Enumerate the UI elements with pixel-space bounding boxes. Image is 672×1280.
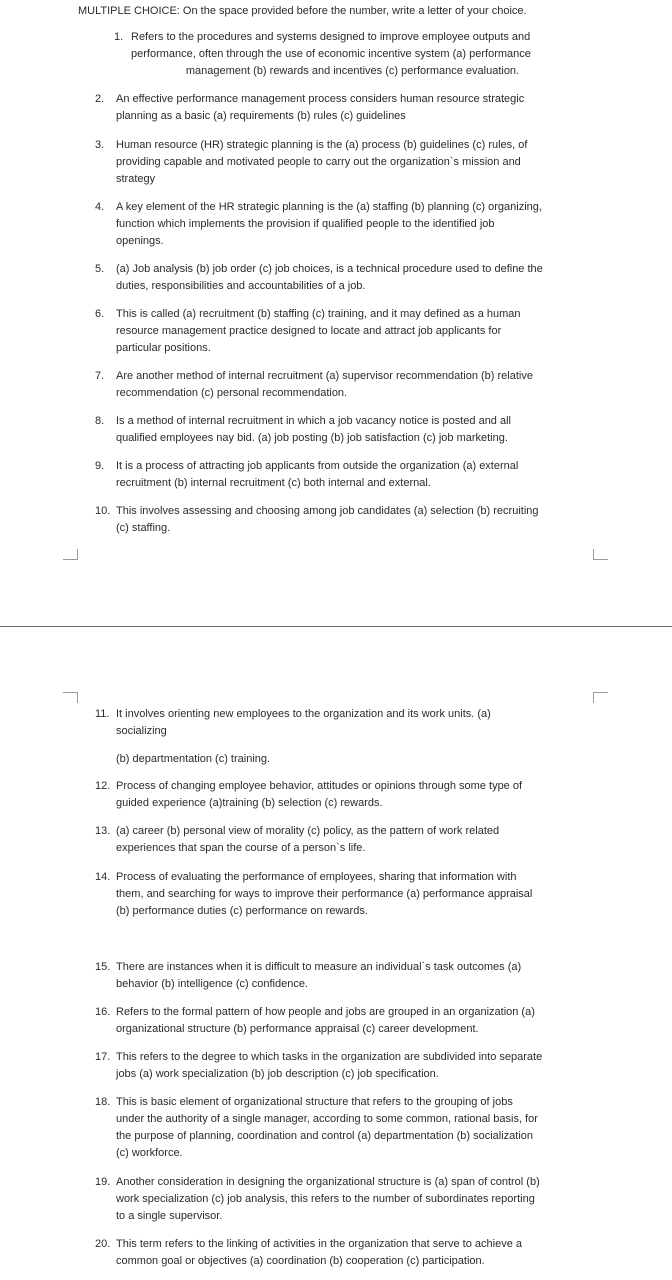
question-item [95,706,595,740]
question-item [95,458,595,492]
page-corner-mark [63,549,78,560]
question-text-line: Human resource (HR) strategic planning is the (a) process (b) guidelines (c) rules, of [116,139,528,151]
question-text-line: (c) staffing. [116,522,171,534]
question-text-line: It involves orienting new employees to the organization and its work units. (a) [116,708,491,720]
question-item [95,1094,595,1162]
question-text-line: Process of evaluating the performance of employees, sharing that information with [116,871,517,883]
question-number: 5. [95,263,105,275]
question-text-line: recommendation (c) personal recommendation. [116,387,348,399]
question-text-line: (a) career (b) personal view of morality (c) policy, as the pattern of work related [116,825,500,837]
question-number: 7. [95,370,105,382]
question-text-line: behavior (b) intelligence (c) confidence. [116,978,308,990]
question-number: 1. [114,31,124,43]
question-item [95,778,595,812]
question-item [95,959,595,993]
question-text-line: Is a method of internal recruitment in which a job vacancy notice is posted and all [116,415,511,427]
question-number: 3. [95,139,105,151]
question-number: 17. [95,1051,111,1063]
question-number: 11. [95,708,110,720]
question-text-line: work specialization (c) job analysis, this refers to the number of subordinates reporting [116,1193,535,1205]
question-text-line: Refers to the formal pattern of how people and jobs are grouped in an organization (a) [116,1006,535,1018]
question-text-line: under the authority of a single manager, according to some common, rational basis, for [116,1113,538,1125]
question-item [95,823,595,857]
question-number: 12. [95,780,111,792]
question-item [95,1004,595,1038]
question-text-line: An effective performance management process considers human resource strategic [116,93,525,105]
question-item [95,751,595,768]
page-corner-mark [593,549,608,560]
question-number: 6. [95,308,105,320]
question-text-line: recruitment (b) internal recruitment (c) both internal and external. [116,477,431,489]
question-text-line: guided experience (a)training (b) selection (c) rewards. [116,797,383,809]
page-corner-mark [593,692,608,703]
question-item [95,869,595,920]
question-text-line: planning as a basic (a) requirements (b) rules (c) guidelines [116,110,406,122]
question-text-line: openings. [116,235,164,247]
question-item [95,137,595,188]
question-item [95,1236,595,1270]
question-number: 2. [95,93,105,105]
question-text-line: There are instances when it is difficult to measure an individual`s task outcomes (a) [116,961,522,973]
instruction-heading: MULTIPLE CHOICE: On the space provided before the number, write a letter of your choice. [78,5,527,17]
question-text-line: resource management practice designed to locate and attract job applicants for [116,325,502,337]
question-text-line: duties, responsibilities and accountabilities of a job. [116,280,366,292]
question-text-line: experiences that span the course of a person`s life. [116,842,366,854]
question-text-line: This is called (a) recruitment (b) staffing (c) training, and it may defined as a human [116,308,521,320]
question-number: 8. [95,415,105,427]
question-number: 14. [95,871,111,883]
question-item [95,306,595,357]
question-text-line: (b) departmentation (c) training. [116,753,271,765]
question-number: 15. [95,961,111,973]
page-corner-mark [63,692,78,703]
question-number: 16. [95,1006,111,1018]
question-item [95,1174,595,1225]
question-text-line: them, and searching for ways to improve their performance (a) performance appraisal [116,888,533,900]
question-text-line: A key element of the HR strategic planning is the (a) staffing (b) planning (c) organizing, [116,201,542,213]
question-text-line: Are another method of internal recruitment (a) supervisor recommendation (b) relative [116,370,533,382]
question-text-line: organizational structure (b) performance appraisal (c) career development. [116,1023,479,1035]
question-item [114,29,594,80]
question-number: 18. [95,1096,111,1108]
question-text-line: providing capable and motivated people to carry out the organization`s mission and [116,156,521,168]
question-item [95,368,595,402]
page-divider [0,626,672,627]
question-text-line: function which implements the provision if qualified people to the identified job [116,218,495,230]
question-text-line: It is a process of attracting job applicants from outside the organization (a) external [116,460,519,472]
question-item [95,503,595,537]
question-item [95,1049,595,1083]
question-text-line: strategy [116,173,156,185]
question-number: 9. [95,460,105,472]
question-item [95,199,595,250]
question-number: 4. [95,201,105,213]
question-text-line: (a) Job analysis (b) job order (c) job choices, is a technical procedure used to define the [116,263,543,275]
question-text-line: (c) workforce. [116,1147,183,1159]
question-text-line: jobs (a) work specialization (b) job description (c) job specification. [116,1068,439,1080]
question-text-line: This involves assessing and choosing among job candidates (a) selection (b) recruiting [116,505,539,517]
question-item [95,261,595,295]
question-number: 13. [95,825,111,837]
question-text-line: common goal or objectives (a) coordination (b) cooperation (c) participation. [116,1255,485,1267]
question-text-line: performance, often through the use of economic incentive system (a) performance [131,48,531,60]
question-text-line: the purpose of planning, coordination and control (a) departmentation (b) socialization [116,1130,534,1142]
question-item [95,413,595,447]
question-text-line: This term refers to the linking of activities in the organization that serve to achieve a [116,1238,522,1250]
question-text-line: to a single supervisor. [116,1210,223,1222]
question-text-line: Process of changing employee behavior, attitudes or opinions through some type of [116,780,523,792]
question-text-line: Another consideration in designing the organizational structure is (a) span of control (b) [116,1176,540,1188]
question-text-line: (b) performance duties (c) performance on rewards. [116,905,368,917]
question-text-line: socializing [116,725,167,737]
question-item [95,91,595,125]
question-number: 10. [95,505,111,517]
question-text-line: qualified employees nay bid. (a) job posting (b) job satisfaction (c) job marketing. [116,432,508,444]
question-number: 20. [95,1238,111,1250]
question-text-line: management (b) rewards and incentives (c) performance evaluation. [185,65,520,77]
question-text-line: This refers to the degree to which tasks in the organization are subdivided into separate [116,1051,543,1063]
question-text-line: This is basic element of organizational structure that refers to the grouping of jobs [116,1096,513,1108]
question-text-line: particular positions. [116,342,211,354]
question-text-line: Refers to the procedures and systems designed to improve employee outputs and [131,31,531,43]
question-number: 19. [95,1176,111,1188]
